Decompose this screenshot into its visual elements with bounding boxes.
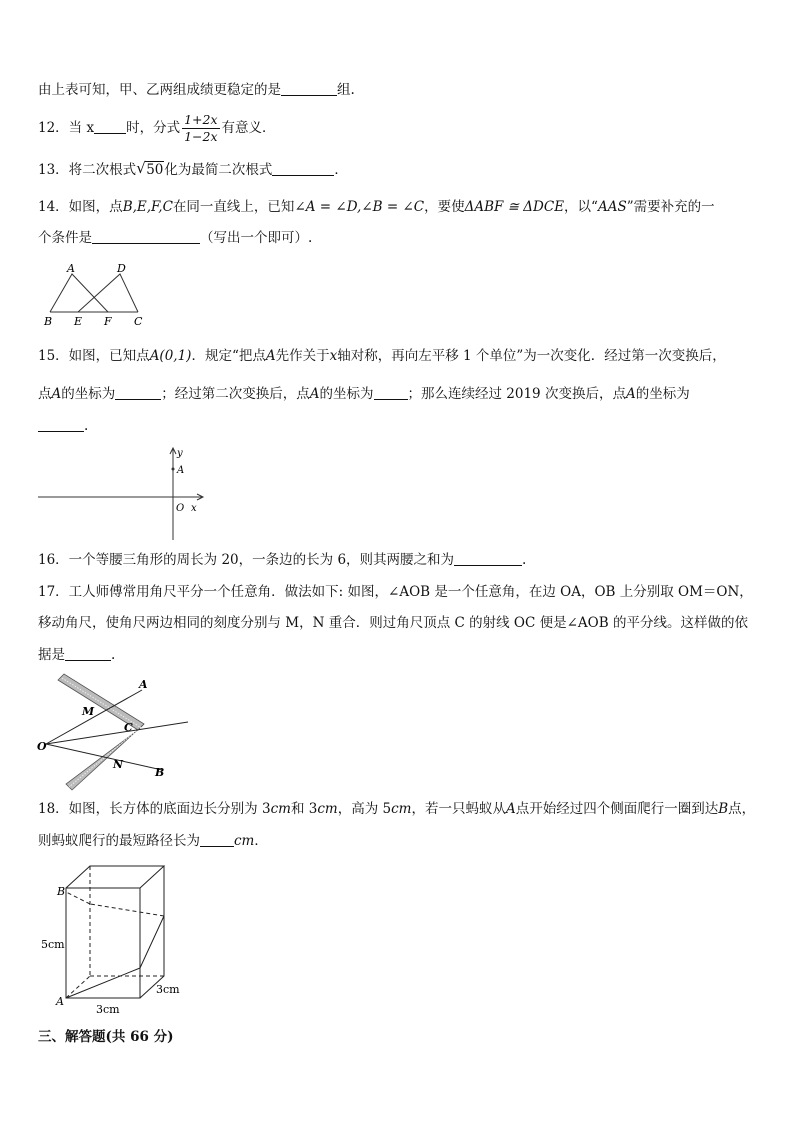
answer-blank-3[interactable]: [38, 417, 84, 432]
label-m: M: [82, 705, 95, 718]
question-17-line3: 据是 .: [38, 647, 116, 663]
label-b: B: [44, 315, 53, 328]
ray-oc: [46, 722, 188, 744]
answer-blank[interactable]: [281, 81, 337, 96]
label-a: A: [67, 262, 75, 275]
question-15-line1: 15．如图，已知点A(0,1)．规定“把点A先作关于x轴对称，再向左平移 1 个单位”为一次变化．经过第一次变换后，: [38, 348, 726, 364]
label-e: E: [74, 315, 83, 328]
label-length: 3cm: [96, 1003, 120, 1016]
question-12: 12．当 x 时，分式 $\frac{1+2x}{1-2x}$ 有意义．: [38, 112, 276, 144]
answer-blank-2[interactable]: [374, 385, 408, 400]
coordinate-figure: [38, 442, 218, 542]
right-face: [140, 866, 164, 998]
label-c: C: [124, 721, 133, 734]
question-17-line1: 17．工人师傅常用角尺平分一个任意角．做法如下: 如图，∠AOB 是一个任意角，在边 OA，OB 上分别取 OM＝ON，: [38, 584, 753, 600]
label-width: 3cm: [156, 983, 180, 996]
question-18-line2: 则蚂蚁爬行的最短路径长为 cm．: [38, 833, 268, 849]
path-right: [140, 916, 164, 968]
square-root: √ 50: [136, 159, 164, 178]
front-face: [66, 888, 140, 998]
answer-blank[interactable]: [272, 161, 334, 176]
hidden-edge-depth: [66, 976, 90, 998]
label-x: x: [191, 503, 197, 514]
answer-blank[interactable]: [65, 646, 111, 661]
angle-ruler-figure: [36, 672, 196, 792]
label-a: A: [56, 995, 64, 1008]
label-b: B: [155, 766, 165, 779]
label-y: y: [177, 448, 183, 459]
label-f: F: [104, 315, 112, 328]
label-d: D: [117, 262, 126, 275]
question-17-line2: 移动角尺，使角尺两边相同的刻度分别与 M，N 重合．则过角尺顶点 C 的射线 OC 便是∠AOB 的平分线。这样做的依: [38, 615, 748, 631]
point-a: [172, 468, 175, 471]
label-height: 5cm: [41, 938, 65, 951]
cuboid-figure: [38, 860, 198, 1020]
question-13: 13．将二次根式 √ 50化为最简二次根式 ．: [38, 159, 348, 178]
label-a: A: [177, 465, 185, 476]
ray-ob: [46, 744, 162, 770]
label-a: A: [139, 678, 148, 691]
question-15-line2: 点A的坐标为 ；经过第二次变换后，点A的坐标为 ；那么连续经过 2019 次变换后，点A的坐标为: [38, 386, 690, 402]
answer-blank[interactable]: [94, 119, 126, 134]
path-front: [66, 968, 140, 998]
question-15-line3: .: [38, 416, 88, 436]
label-o: O: [176, 503, 185, 514]
section-heading: 三、解答题(共 66 分): [38, 1029, 174, 1045]
triangles-figure: [40, 262, 150, 330]
answer-blank[interactable]: [454, 551, 522, 566]
answer-blank[interactable]: [92, 229, 200, 244]
label-n: N: [113, 758, 124, 771]
question-14-line1: 14．如图，点B,E,F,C在同一直线上，已知∠A = ∠D,∠B = ∠C，要使ΔABF ≅ ΔDCE，以“AAS”需要补充的一: [38, 199, 715, 215]
answer-blank-1[interactable]: [115, 385, 161, 400]
question-intro: 由上表可知，甲、乙两组成绩更稳定的是 组.: [38, 82, 355, 98]
path-back: [90, 904, 164, 916]
question-14-line2: 个条件是 （写出一个即可）.: [38, 230, 313, 246]
question-18-line1: 18．如图，长方体的底面边长分别为 3cm和 3cm，高为 5cm，若一只蚂蚁从A点开始经过四个侧面爬行一圈到达B点，: [38, 801, 756, 817]
top-face: [66, 866, 164, 888]
triangle-dce: [78, 274, 138, 312]
label-o: O: [37, 740, 47, 753]
answer-blank[interactable]: [200, 832, 234, 847]
label-b: B: [57, 885, 66, 898]
label-c: C: [134, 315, 143, 328]
fraction: $\frac{1+2x}{1-2x}$: [184, 112, 218, 144]
question-16: 16．一个等腰三角形的周长为 20，一条边的长为 6，则其两腰之和为 .: [38, 552, 527, 568]
path-left: [66, 892, 90, 904]
